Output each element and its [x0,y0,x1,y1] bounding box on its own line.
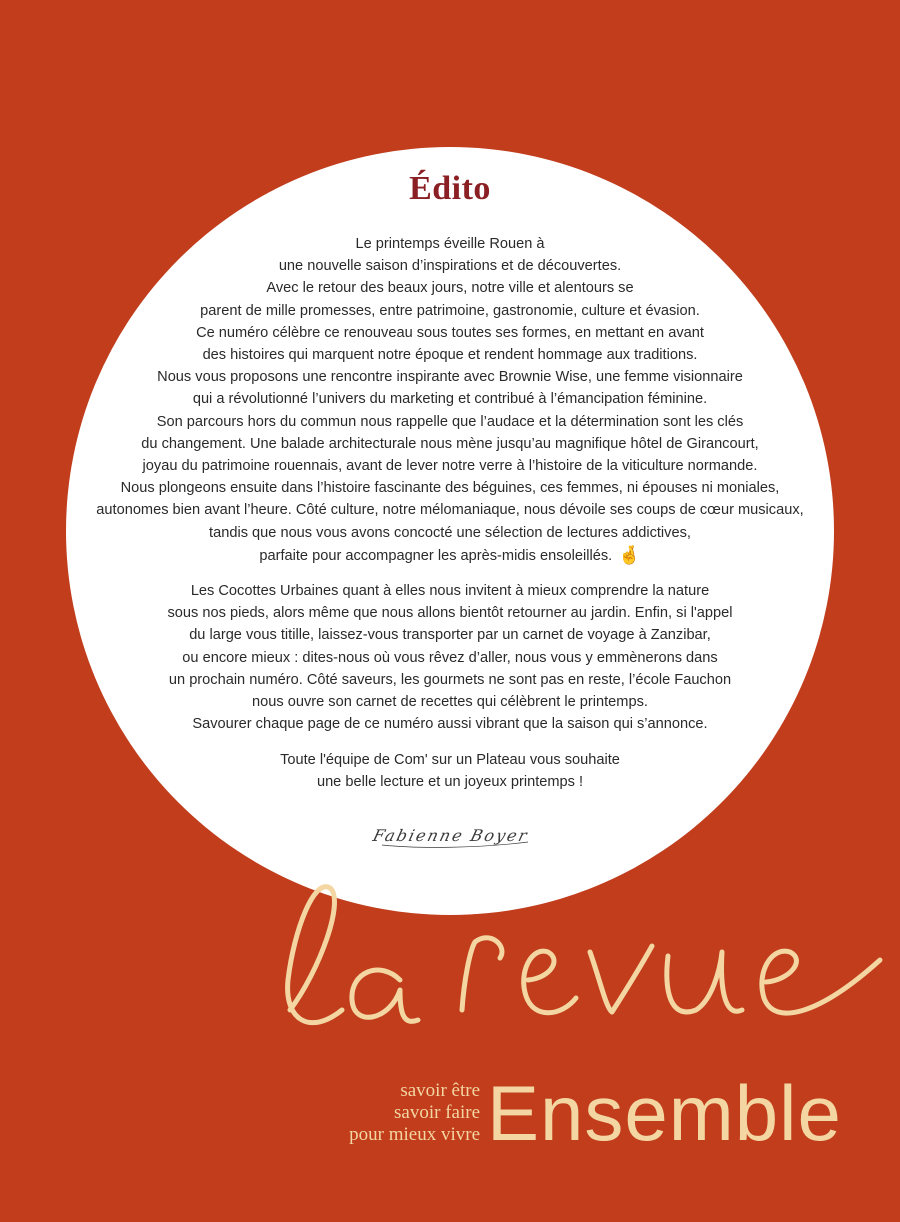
edito-title: Édito [409,170,491,207]
tagline-line: savoir faire [394,1102,480,1123]
edito-paragraph-3 [60,749,840,793]
text-line: Savourer chaque page de ce numéro aussi vibrant que la saison qui s’annonce. [192,716,708,733]
tagline-line: pour mieux vivre [349,1124,480,1145]
text-line: nous ouvre son carnet de recettes qui célèbrent le printemps. [252,694,648,711]
signature-graphic [360,815,540,855]
la-revue-script-logo [250,860,890,1060]
handwritten-signature [0,815,900,860]
text-line: autonomes bien avant l’heure. Côté culture, notre mélomaniaque, nous dévoile ses coups de cœur musicaux, [96,502,804,519]
text-line: Nous vous proposons une rencontre inspirante avec Brownie Wise, une femme visionnaire [157,369,743,386]
text-line: Toute l'équipe de Com' sur un Plateau vous souhaite [280,752,620,768]
text-line: Son parcours hors du commun nous rappelle que l’audace et la détermination sont les clés [156,413,744,430]
text-line: un prochain numéro. Côté saveurs, les gourmets ne sont pas en reste, l’école Fauchon [168,671,732,688]
text-line: sous nos pieds, alors même que nous allons bientôt retourner au jardin. Enfin, si l'appel [167,605,733,622]
text-line: Ce numéro célèbre ce renouveau sous toutes ses formes, en mettant en avant [196,324,704,341]
text-line: parent de mille promesses, entre patrimoine, gastronomie, culture et évasion. [200,302,700,319]
text-line: ou encore mieux : dites-nous où vous rêvez d’aller, nous vous y emmènerons dans [182,649,718,666]
tagline-line: savoir être [400,1080,480,1101]
text-line: qui a révolutionné l’univers du marketing et contribué à l’émancipation féminine. [192,391,708,408]
text-line: joyau du patrimoine rouennais, avant de lever notre verre à l’histoire de la viticulture normande. [142,458,758,475]
text-line: des histoires qui marquent notre époque et rendent hommage aux traditions. [202,347,698,364]
edito-paragraph-1 [60,233,840,567]
brand-name: Ensemble [487,1069,842,1157]
crossed-fingers-icon: 🤞 [618,544,641,565]
text-line: Les Cocottes Urbaines quant à elles nous invitent à mieux comprendre la nature [190,583,710,599]
text-line: du large vous titille, laissez-vous transporter par un carnet de voyage à Zanzibar, [189,627,711,644]
text-line-with-emoji [60,544,840,567]
text-line: une belle lecture et un joyeux printemps ! [316,774,584,791]
svg-text:Fabienne Boyer: Fabienne Boyer [371,826,531,845]
text-line: Nous plongeons ensuite dans l’histoire fascinante des béguines, ces femmes, ni épouses ni moniales, [120,480,780,497]
text-line: une nouvelle saison d’inspirations et de découvertes. [278,258,622,275]
edito-paragraph-2 [60,580,840,735]
text-line: du changement. Une balade architecturale nous mène jusqu’au magnifique hôtel de Girancourt, [141,435,759,452]
text-line: tandis que nous vous avons concocté une sélection de lectures addictives, [209,524,691,541]
la-revue-logo-graphic [250,860,890,1060]
text-line: Avec le retour des beaux jours, notre ville et alentours se [266,280,634,297]
brand-tagline [349,1080,480,1146]
text-line: parfaite pour accompagner les après-midis ensoleillés. [259,547,613,564]
text-line: Le printemps éveille Rouen à [355,236,545,252]
